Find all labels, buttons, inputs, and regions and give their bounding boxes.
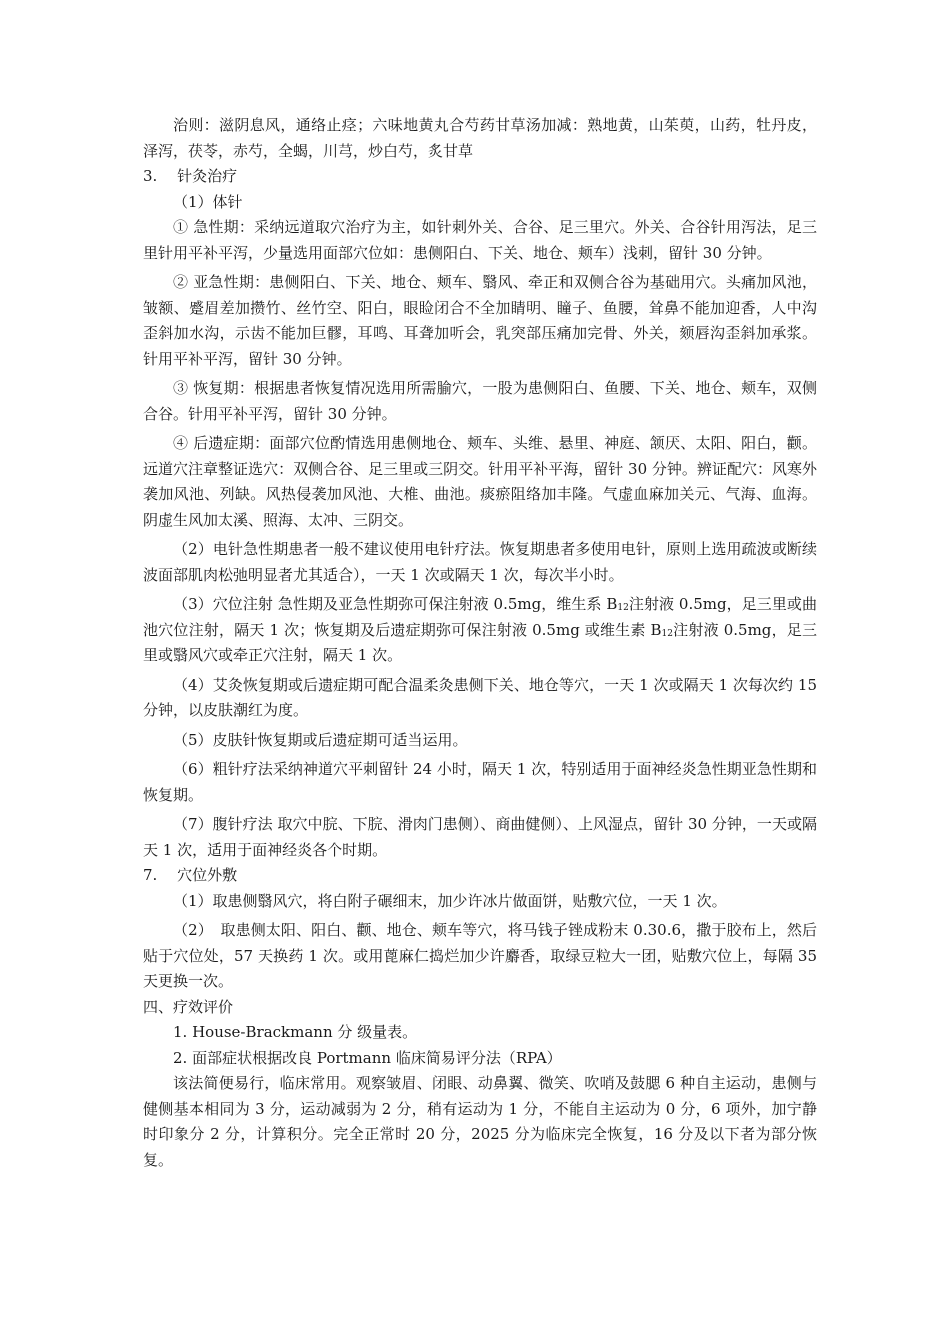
section-heading-efficacy-evaluation: 四、疗效评价 bbox=[143, 997, 234, 1016]
rpa-description-paragraph: 该法简便易行，临床常用。观察皱眉、闭眼、动鼻翼、微笑、吹哨及鼓腮 6 种自主运动，患侧与健侧基本相同为 3 分，运动减弱为 2 分，稍有运动为 1 分，不能自主运动为 0 分，6 项外，加宁静时印象分 2 分，计算积分。完全正常时 20 分，2025 分为临床完全恢复，16 分及以下者为部分恢复。 bbox=[143, 1074, 817, 1169]
subheading-body-acupuncture: （1）体针 bbox=[173, 192, 243, 211]
moxibustion-paragraph: （4）艾灸恢复期或后遗症期可配合温柔灸患侧下关、地仓等穴，一天 1 次或隔天 1 次每次约 15 分钟，以皮肤潮红为度。 bbox=[143, 675, 817, 719]
point-injection-paragraph bbox=[143, 592, 817, 669]
recovery-stage-paragraph: ③ 恢复期：根据患者恢复情况选用所需腧穴，一股为患侧阳白、鱼腰、下关、地仓、颊车，双侧合谷。针用平补平泻，留针 30 分钟。 bbox=[143, 379, 817, 423]
thick-needle-paragraph: （6）粗针疗法采纳神道穴平刺留针 24 小时，隔天 1 次，特别适用于面神经炎急性期亚急性期和恢复期。 bbox=[143, 760, 817, 804]
section-heading-external-application: 7. 穴位外敷 bbox=[143, 866, 238, 884]
evaluation-item-2: 2. 面部症状根据改良 Portmann 临床简易评分法（RPA） bbox=[173, 1048, 562, 1067]
subacute-stage-paragraph: ② 亚急性期：患侧阳白、下关、地仓、颊车、翳风、牵正和双侧合谷为基础用穴。头痛加风池，皱额、蹙眉差加攒竹、丝竹空、阳白，眼睑闭合不全加睛明、瞳子、鱼腰，耸鼻不能加迎香，人中沟歪斜加水沟，示齿不能加巨髎，耳鸣、耳聋加听会，乳突部压痛加完骨、外关，颏唇沟歪斜加承浆。针用平补平泻，留针 30 分钟。 bbox=[143, 273, 817, 368]
abdominal-needle-paragraph: （7）腹针疗法 取穴中脘、下脘、滑肉门患侧）、商曲健侧）、上风湿点，留针 30 分钟，一天或隔天 1 次，适用于面神经炎各个时期。 bbox=[143, 815, 817, 859]
skin-needle-paragraph: （5）皮肤针恢复期或后遗症期可适当运用。 bbox=[173, 730, 468, 749]
external-application-2-paragraph: （2） 取患侧太阳、阳白、颧、地仓、颊车等穴，将马钱子锉成粉末 0.30.6，撒于胶布上，然后贴于穴位处，57 天换药 1 次。或用蓖麻仁捣烂加少许麝香，取绿豆粒大一团，贴敷穴位上，每隔 35 天更换一次。 bbox=[143, 921, 817, 990]
electroacupuncture-paragraph: （2）电针急性期患者一般不建议使用电针疗法。恢复期患者多使用电针，原则上选用疏波或断续波面部肌肉松弛明显者尤其适合），一天 1 次或隔天 1 次，每次半小时。 bbox=[143, 540, 817, 584]
point-injection-text-b: 注射液 0.5mg，足三里或曲池穴位注射，隔天 1 次；恢复期及后遗症期弥可保注射液 0.5mg 或维生素 B bbox=[143, 595, 817, 639]
evaluation-item-1: 1. House-Brackmann 分 级量表。 bbox=[173, 1023, 418, 1041]
point-injection-text-a: （3）穴位注射 急性期及亚急性期弥可保注射液 0.5mg，维生系 B bbox=[173, 595, 618, 613]
acute-stage-paragraph: ① 急性期：采纳远道取穴治疗为主，如针刺外关、合谷、足三里穴。外关、合谷针用泻法，足三里针用平补平泻，少量选用面部穴位如：患侧阳白、下关、地仓、颊车）浅刺，留针 30 分钟。 bbox=[143, 218, 817, 262]
section-heading-acupuncture: 3. 针灸治疗 bbox=[143, 167, 238, 185]
subscript-12-b: 12 bbox=[661, 628, 673, 639]
treatment-principle-paragraph: 治则：滋阴息风，通络止痉；六味地黄丸合芍药甘草汤加减：熟地黄，山茱萸，山药，牡丹皮，泽泻，茯苓，赤芍，全蝎，川芎，炒白芍，炙甘草 bbox=[143, 116, 817, 160]
subscript-12-a: 12 bbox=[617, 603, 629, 613]
point-injection-text-c: 注射液 0.5mg，足三里或翳风穴或牵正穴注射，隔天 1 次。 bbox=[143, 620, 817, 664]
sequela-stage-paragraph: ④ 后遗症期：面部穴位酌情选用患侧地仓、颊车、头维、悬里、神庭、颔厌、太阳、阳白，颧。远道穴注章整证选穴：双侧合谷、足三里或三阴交。针用平补平海，留针 30 分钟。辨证配穴：风寒外袭加风池、列缺。风热侵袭加风池、大椎、曲池。痰瘀阻络加丰隆。气虚血麻加关元、气海、血海。阴虚生风加太溪、照海、太冲、三阴交。 bbox=[143, 434, 817, 529]
external-application-1-paragraph: （1）取患侧翳风穴，将白附子碾细末，加少许冰片做面饼，贴敷穴位，一天 1 次。 bbox=[173, 891, 727, 910]
